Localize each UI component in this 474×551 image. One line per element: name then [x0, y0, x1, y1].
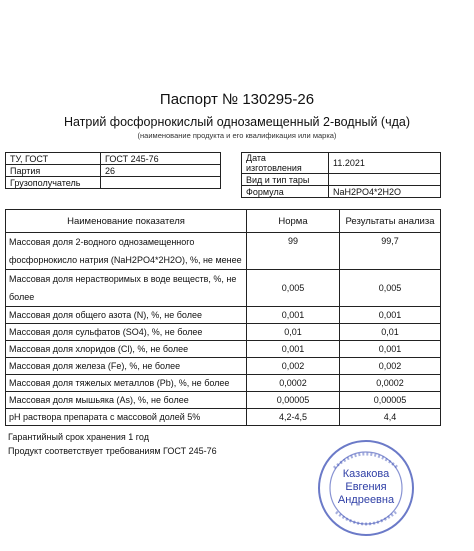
info-key: Дата изготовления [242, 153, 329, 174]
table-row [6, 358, 441, 375]
norm-value: 0,005 [247, 270, 340, 307]
table-row [6, 153, 221, 165]
indicator-name: Массовая доля мышьяка (As), %, не более [6, 392, 247, 409]
result-value: 0,0002 [340, 375, 441, 392]
info-key: Вид и тип тары [242, 174, 329, 186]
indicator-name: Массовая доля хлоридов (Cl), %, не более [6, 341, 247, 358]
left-info-table [5, 152, 221, 189]
table-row [6, 375, 441, 392]
stamp-name-line: Казакова [342, 468, 390, 480]
table-row [6, 341, 441, 358]
result-value: 0,001 [340, 341, 441, 358]
info-value [329, 174, 441, 186]
info-key: ТУ, ГОСТ [6, 153, 101, 165]
results-table [5, 209, 441, 426]
table-row [6, 270, 441, 307]
norm-value: 4,2-4,5 [247, 409, 340, 426]
result-value: 99,7 [340, 233, 441, 270]
result-value: 0,005 [340, 270, 441, 307]
product-note: (наименование продукта и его квалификация или марка) [137, 131, 337, 140]
table-row [6, 233, 441, 270]
indicator-name: Массовая доля тяжелых металлов (Pb), %, не более [6, 375, 247, 392]
info-value: 26 [101, 165, 221, 177]
info-key: Формула [242, 186, 329, 198]
norm-value: 0,0002 [247, 375, 340, 392]
indicator-name [6, 270, 247, 307]
indicator-name-line: Массовая доля 2-водного однозамещенного [9, 237, 195, 247]
info-value: 11.2021 [329, 153, 441, 174]
indicator-name: Массовая доля железа (Fe), %, не более [6, 358, 247, 375]
page-title: Паспорт № 130295-26 [159, 91, 315, 108]
indicator-name-line: более [9, 292, 35, 302]
conformity-note: Продукт соответствует требованиям ГОСТ 245-76 [8, 446, 217, 456]
table-row [6, 409, 441, 426]
table-row [242, 174, 441, 186]
table-row [6, 165, 221, 177]
result-value: 4,4 [340, 409, 441, 426]
indicator-name: pH раствора препарата с массовой долей 5% [6, 409, 247, 426]
table-row [6, 177, 221, 189]
info-value: NaH2PO4*2H2O [329, 186, 441, 198]
right-info-table [241, 152, 441, 198]
norm-value: 0,00005 [247, 392, 340, 409]
info-value [101, 177, 221, 189]
norm-value: 0,01 [247, 324, 340, 341]
product-name: Натрий фосфорнокислый однозамещенный 2-водный (чда) [63, 115, 411, 129]
indicator-name [6, 233, 247, 270]
table-row [242, 186, 441, 198]
indicator-name-line: Массовая доля нерастворимых в воде веществ, %, не [9, 274, 237, 284]
column-header: Наименование показателя [6, 210, 247, 233]
info-value: ГОСТ 245-76 [101, 153, 221, 165]
result-value: 0,01 [340, 324, 441, 341]
shelf-life-note: Гарантийный срок хранения 1 год [8, 432, 149, 442]
indicator-name: Массовая доля общего азота (N), %, не более [6, 307, 247, 324]
norm-value: 0,002 [247, 358, 340, 375]
info-key: Грузополучатель [6, 177, 101, 189]
info-key: Партия [6, 165, 101, 177]
stamp-name-line: Андреевна [337, 494, 395, 506]
stamp-name-line: Евгения [345, 481, 387, 493]
norm-value: 0,001 [247, 307, 340, 324]
table-row [6, 307, 441, 324]
indicator-name: Массовая доля сульфатов (SO4), %, не более [6, 324, 247, 341]
column-header: Результаты анализа [340, 210, 441, 233]
indicator-name-line: фосфорнокисло натрия (NaH2PO4*2H2O), %, не менее [9, 255, 242, 265]
norm-value: 0,001 [247, 341, 340, 358]
column-header: Норма [247, 210, 340, 233]
signature-stamp [316, 438, 416, 538]
table-row [6, 324, 441, 341]
table-row [242, 153, 441, 174]
norm-value: 99 [247, 233, 340, 270]
result-value: 0,002 [340, 358, 441, 375]
table-row [6, 392, 441, 409]
table-header-row [6, 210, 441, 233]
result-value: 0,00005 [340, 392, 441, 409]
result-value: 0,001 [340, 307, 441, 324]
